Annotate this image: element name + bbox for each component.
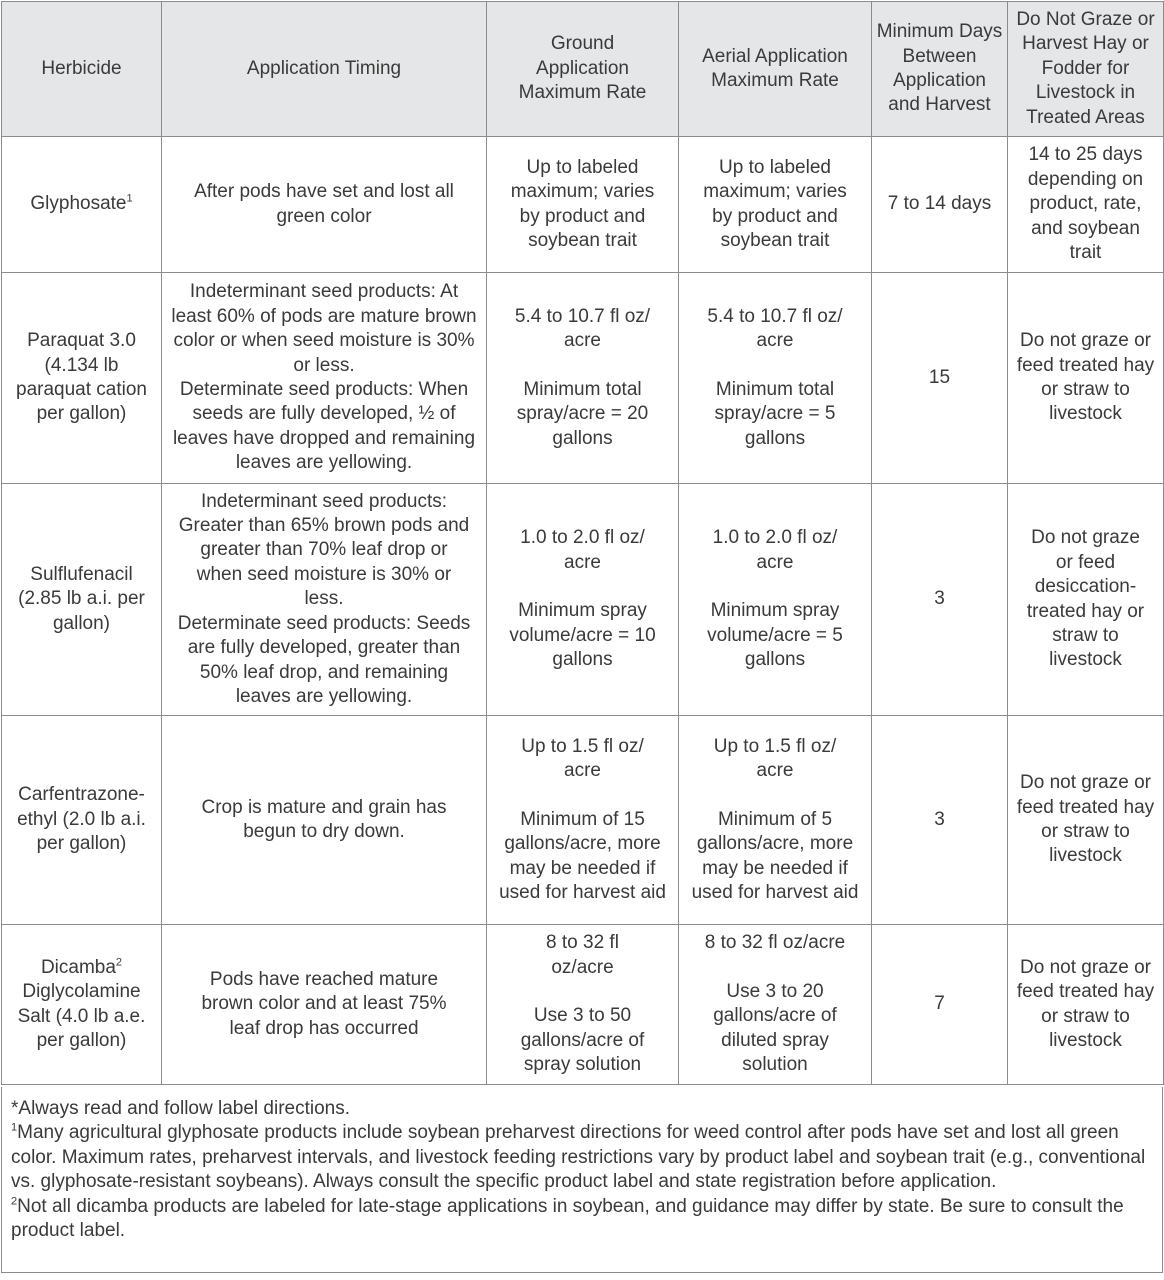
spacer <box>697 575 853 599</box>
cell-aerial-rate <box>679 716 872 925</box>
cell-timing <box>162 273 487 484</box>
cell-herbicide: Sulflufenacil (2.85 lb a.i. per gallon) <box>2 484 162 716</box>
cell-timing: Crop is mature and grain has begun to dry down. <box>162 716 487 925</box>
cell-herbicide: Carfentrazone-ethyl (2.0 lb a.i. per gallon) <box>2 716 162 925</box>
cell-herbicide: Glyphosate$^1$ <box>2 137 162 273</box>
table-row <box>2 273 1164 484</box>
cell-aerial-rate <box>679 925 872 1085</box>
aerial-rate-amount: 1.0 to 2.0 fl oz/ acre <box>712 527 838 573</box>
aerial-rate-volume: Minimum spray volume/acre = 5 gallons <box>707 600 843 671</box>
cell-aerial-rate <box>679 273 872 484</box>
cell-graze: 14 to 25 days depending on product, rate, and soybean trait <box>1008 137 1164 273</box>
spacer <box>513 354 652 378</box>
cell-timing: After pods have set and lost all green color <box>162 137 487 273</box>
ground-rate-amount: 1.0 to 2.0 fl oz/ acre <box>520 527 645 573</box>
cell-ground-rate <box>487 716 679 925</box>
cell-graze: Do not graze or feed treated hay or straw to livestock <box>1008 925 1164 1085</box>
ground-rate-volume: Minimum of 15 gallons/acre, more may be needed if used for harvest aid <box>499 808 666 903</box>
aerial-rate-amount: Up to 1.5 fl oz/ acre <box>713 735 837 781</box>
cell-herbicide: Paraquat 3.0 (4.134 lb paraquat cation per gallon) <box>2 273 162 484</box>
herbicide-table <box>1 1 1164 1085</box>
header-ground-rate: Ground Application Maximum Rate <box>487 2 679 137</box>
header-herbicide: Herbicide <box>2 2 162 137</box>
ground-rate-volume: Use 3 to 50 gallons/acre of spray solution <box>520 1005 645 1076</box>
timing-indeterminant: Indeterminant seed products: Greater than 65% brown pods and greater than 70% leaf drop or when seed moisture is 30% or less. <box>178 490 470 610</box>
header-row <box>2 2 1164 137</box>
cell-timing: Pods have reached mature brown color and at least 75% leaf drop has occurred <box>162 925 487 1085</box>
ground-rate-amount: Up to 1.5 fl oz/ acre <box>521 735 644 781</box>
spacer <box>495 783 670 807</box>
spacer <box>701 956 849 980</box>
cell-min-days: 15 <box>872 273 1008 484</box>
ground-rate-amount: 5.4 to 10.7 fl oz/ acre <box>514 305 651 352</box>
aerial-rate-volume: Use 3 to 20 gallons/acre of diluted spray solution <box>713 981 837 1076</box>
cell-min-days: 7 to 14 days <box>872 137 1008 273</box>
cell-ground-rate <box>487 484 679 716</box>
aerial-rate-amount: 5.4 to 10.7 fl oz/ acre <box>707 305 843 352</box>
header-graze: Do Not Graze or Harvest Hay or Fodder for Livestock in Treated Areas <box>1008 2 1164 137</box>
spacer <box>687 783 863 807</box>
cell-aerial-rate: Up to labeled maximum; varies by product and soybean trait <box>679 137 872 273</box>
spacer <box>705 354 845 378</box>
ground-rate-volume: Minimum total spray/acre = 20 gallons <box>516 378 649 449</box>
footnote-2: $^2$Not all dicamba products are labeled for late-stage applications in soybean, and guidance may differ by state. Be sure to consult the product label. <box>11 1195 1124 1242</box>
cell-ground-rate <box>487 273 679 484</box>
table-row <box>2 484 1164 716</box>
cell-graze: Do not graze or feed desiccation-treated hay or straw to livestock <box>1008 484 1164 716</box>
ground-rate-amount: 8 to 32 fl oz/acre <box>546 932 619 978</box>
aerial-rate-volume: Minimum of 5 gallons/acre, more may be needed if used for harvest aid <box>691 808 859 903</box>
herbicide-detail: Diglycolamine Salt (4.0 lb a.e. per gallon) <box>17 981 146 1051</box>
cell-ground-rate <box>487 925 679 1085</box>
header-application-timing: Application Timing <box>162 2 487 137</box>
cell-min-days: 3 <box>872 716 1008 925</box>
ground-rate-volume: Minimum spray volume/acre = 10 gallons <box>509 600 656 671</box>
table-row <box>2 716 1164 925</box>
spacer <box>513 980 652 1004</box>
cell-graze: Do not graze or feed treated hay or straw to livestock <box>1008 273 1164 484</box>
spacer <box>505 575 660 599</box>
cell-min-days: 3 <box>872 484 1008 716</box>
footnotes <box>1 1087 1163 1273</box>
table-row <box>2 137 1164 273</box>
cell-timing <box>162 484 487 716</box>
timing-determinate: Determinate seed products: Seeds are fully developed, greater than 50% leaf drop, and remaining leaves are yellowing. <box>177 612 471 707</box>
aerial-rate-volume: Minimum total spray/acre = 5 gallons <box>714 378 836 449</box>
herbicide-name: Dicamba$^2$ <box>40 956 123 978</box>
table-row <box>2 925 1164 1085</box>
cell-herbicide <box>2 925 162 1085</box>
timing-determinate: Determinate seed products: When seeds are fully developed, ½ of leaves have dropped and remaining leaves are yellowing. <box>172 379 476 474</box>
cell-graze: Do not graze or feed treated hay or straw to livestock <box>1008 716 1164 925</box>
header-aerial-rate: Aerial Application Maximum Rate <box>679 2 872 137</box>
cell-aerial-rate <box>679 484 872 716</box>
timing-indeterminant: Indeterminant seed products: At least 60% of pods are mature brown color or when seed moisture is 30% or less. <box>171 281 477 376</box>
footnote-1: $^1$Many agricultural glyphosate products include soybean preharvest directions for weed control after pods have set and lost all green color. Maximum rates, preharvest intervals, and livestock feeding restrictions vary by product label and soybean trait (e.g., conventional vs. glyphosate-resistant soybeans). Always consult the specific product label and state registration before application. <box>11 1122 1146 1193</box>
aerial-rate-amount: 8 to 32 fl oz/acre <box>704 932 846 954</box>
cell-ground-rate: Up to labeled maximum; varies by product and soybean trait <box>487 137 679 273</box>
header-min-days: Minimum Days Between Application and Harvest <box>872 2 1008 137</box>
footnote-label-directions: *Always read and follow label directions. <box>11 1098 351 1119</box>
cell-min-days: 7 <box>872 925 1008 1085</box>
